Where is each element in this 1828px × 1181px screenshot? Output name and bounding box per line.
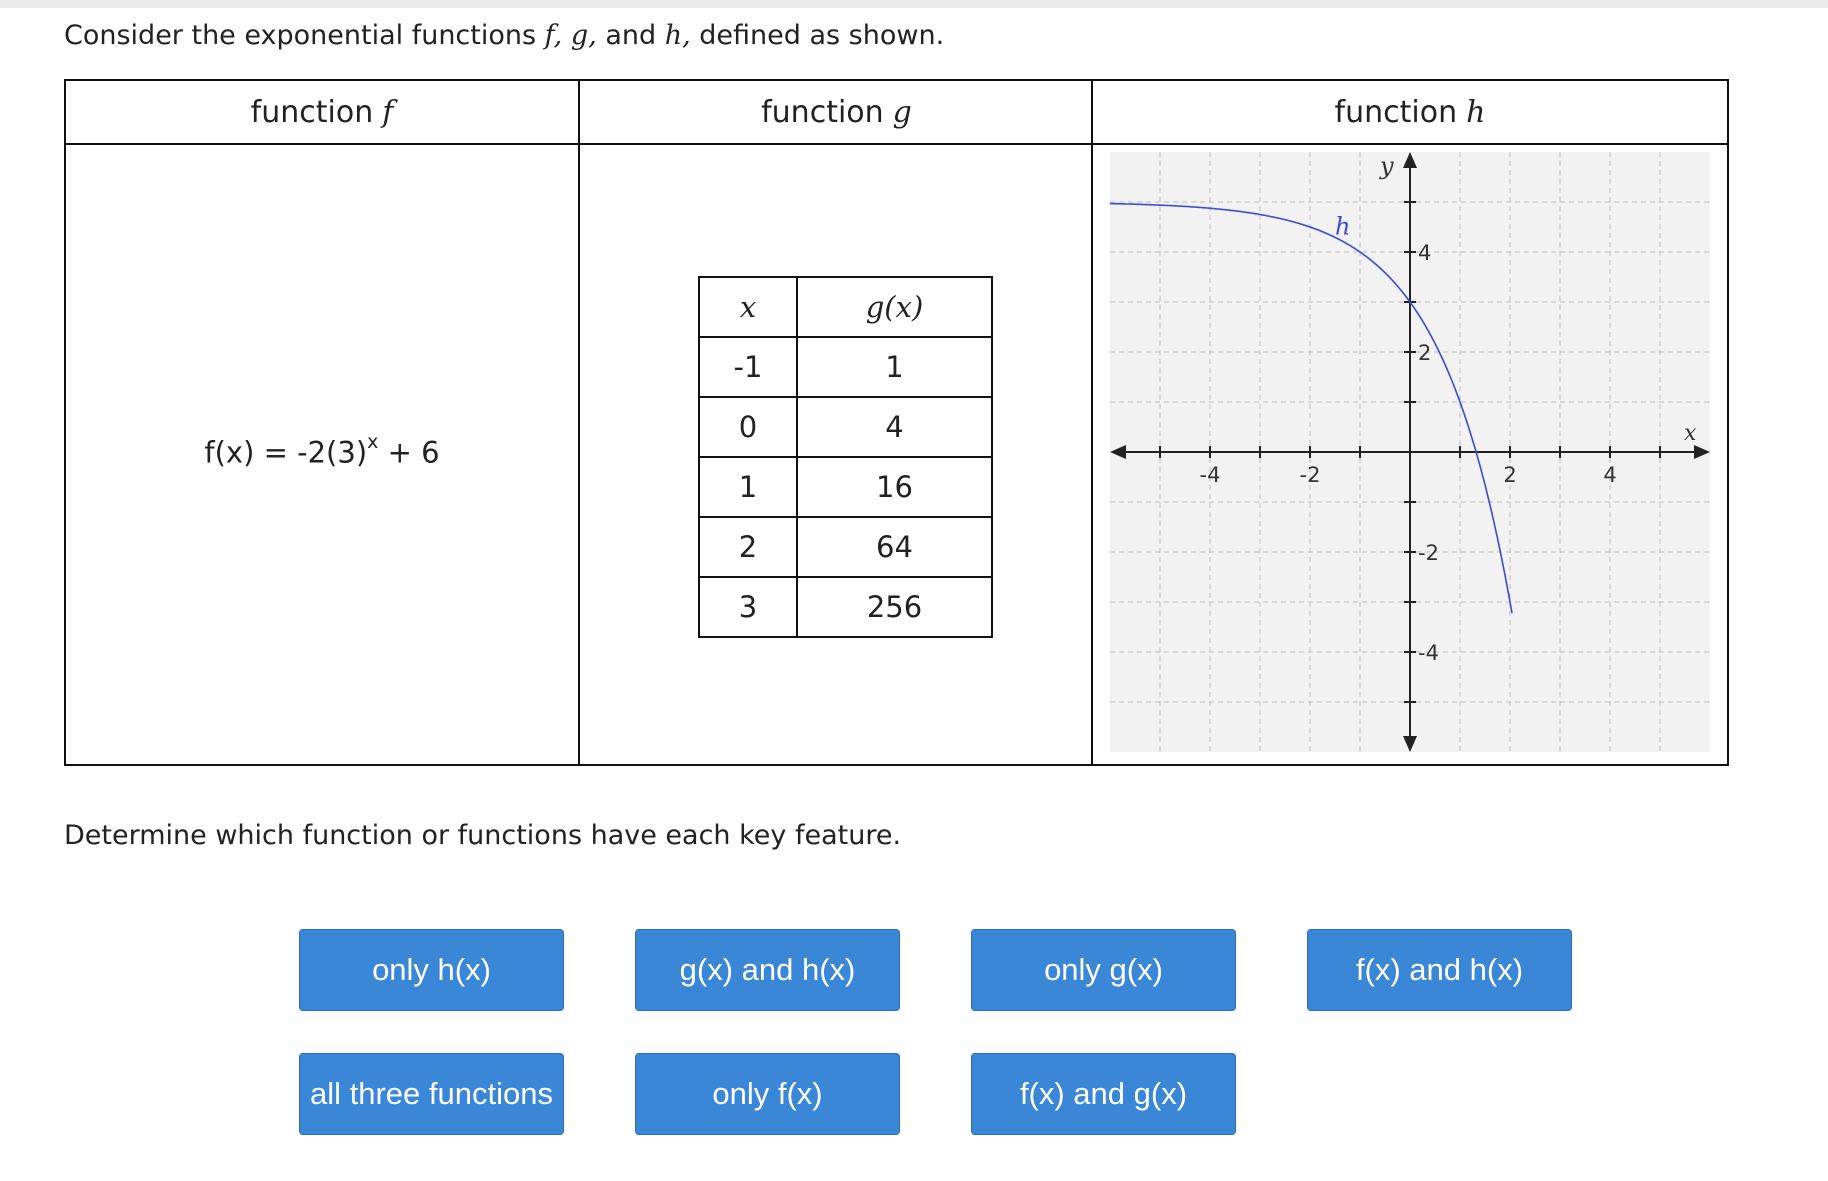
- top-divider: [0, 0, 1828, 8]
- intro-f: f,: [544, 20, 563, 51]
- instruction-text: Determine which function or functions have each key feature.: [64, 820, 902, 851]
- answer-tile-f-and-g[interactable]: [971, 1053, 1236, 1135]
- function-h-graph: [1110, 152, 1710, 752]
- answer-tile-label: f(x) and h(x): [1355, 952, 1524, 987]
- function-g-header-word: function: [761, 94, 884, 130]
- f-formula-lhs: f(x) = -2(3): [204, 435, 368, 470]
- answer-tile-label: only h(x): [372, 952, 491, 987]
- answer-tile-only-h[interactable]: [299, 929, 564, 1011]
- x-tick-label: -2: [1299, 463, 1321, 487]
- table-row: [699, 517, 992, 577]
- g-table-cell-x: -1: [699, 337, 797, 397]
- function-f-column: [66, 81, 578, 764]
- answer-tile-f-and-h[interactable]: [1307, 929, 1572, 1011]
- answer-tile-label: g(x) and h(x): [679, 952, 856, 987]
- table-row: [699, 457, 992, 517]
- function-f-header: [66, 81, 578, 145]
- y-tick-label: -2: [1418, 541, 1439, 565]
- function-h-header-name: h: [1466, 94, 1486, 130]
- table-row: [699, 337, 992, 397]
- function-h-header: [1093, 81, 1727, 145]
- f-formula-rhs: + 6: [378, 435, 440, 470]
- answer-tile-label: f(x) and g(x): [1019, 1076, 1188, 1111]
- answer-tile-label: only f(x): [712, 1076, 823, 1111]
- g-table-cell-gx: 16: [797, 457, 992, 517]
- g-table-header-x: x: [699, 277, 797, 337]
- g-table-cell-gx: 256: [797, 577, 992, 637]
- function-f-header-name: f: [382, 94, 394, 130]
- h-curve-label: h: [1335, 212, 1351, 241]
- answer-tile-only-g[interactable]: [971, 929, 1236, 1011]
- g-table-cell-gx: 64: [797, 517, 992, 577]
- intro-g: g,: [570, 20, 597, 51]
- x-axis-label: x: [1684, 421, 1697, 446]
- x-tick-label: 2: [1503, 463, 1517, 487]
- intro-h: h,: [664, 20, 691, 51]
- g-table-header-gx: g(x): [797, 277, 992, 337]
- intro-and: and: [596, 20, 665, 51]
- function-h-header-word: function: [1334, 94, 1458, 130]
- answer-tile-label: all three functions: [310, 1076, 553, 1111]
- g-table-header-row: [699, 277, 992, 337]
- answer-tile-label: only g(x): [1044, 952, 1163, 987]
- intro-before: Consider the exponential functions: [64, 20, 545, 51]
- x-tick-label: -4: [1199, 463, 1221, 487]
- f-formula: [66, 431, 578, 470]
- intro-text: [64, 16, 944, 56]
- answer-tile-g-and-h[interactable]: [635, 929, 900, 1011]
- g-table-cell-gx: 1: [797, 337, 992, 397]
- y-tick-label: 4: [1418, 241, 1432, 265]
- intro-after: defined as shown.: [690, 20, 945, 51]
- f-formula-exponent: x: [367, 431, 379, 453]
- g-table-cell-x: 1: [699, 457, 797, 517]
- table-row: [699, 397, 992, 457]
- g-table-cell-x: 0: [699, 397, 797, 457]
- y-tick-label: 2: [1418, 341, 1432, 365]
- g-table-cell-gx: 4: [797, 397, 992, 457]
- function-g-header: [580, 81, 1093, 145]
- g-values-table: [698, 276, 993, 638]
- answer-tile-only-f[interactable]: [635, 1053, 900, 1135]
- x-tick-label: 4: [1603, 463, 1617, 487]
- y-axis-label: y: [1380, 152, 1394, 180]
- g-table-cell-x: 3: [699, 577, 797, 637]
- g-table-cell-x: 2: [699, 517, 797, 577]
- function-f-header-word: function: [250, 94, 374, 130]
- answer-tile-all-three[interactable]: [299, 1053, 564, 1135]
- function-g-header-name: g: [892, 94, 912, 130]
- table-row: [699, 577, 992, 637]
- y-tick-label: -4: [1418, 641, 1439, 665]
